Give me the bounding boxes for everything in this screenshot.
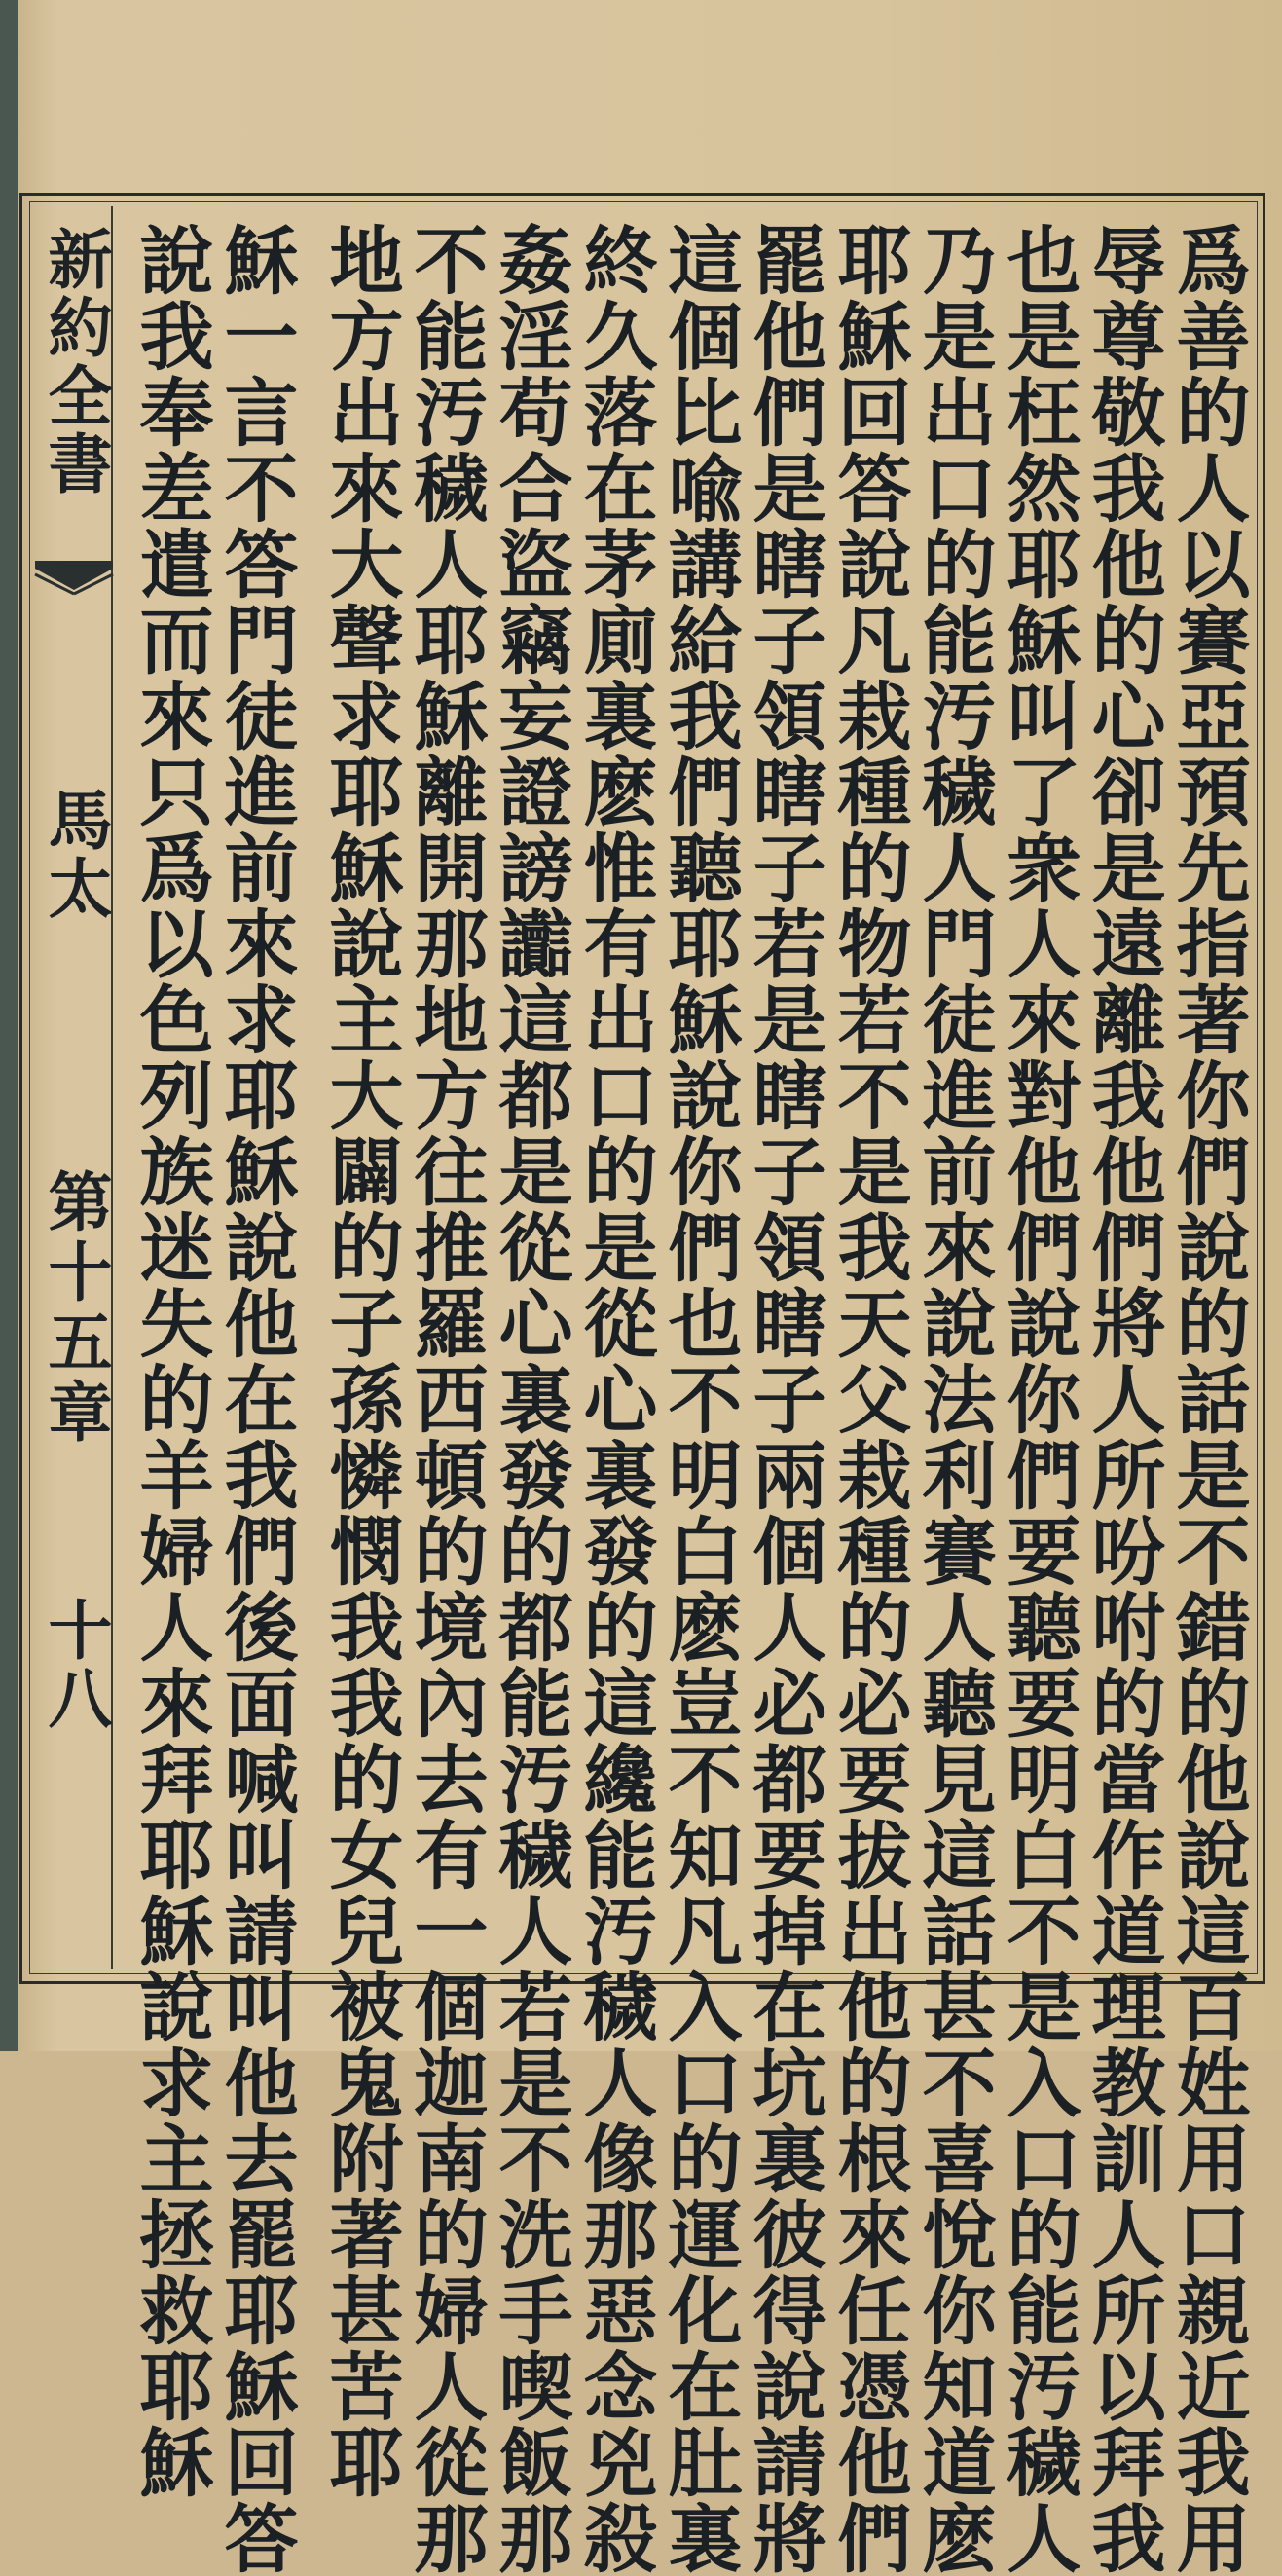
text-column-5: 耶穌回答說凡栽種的物若不是我天父栽種的必要拔出他的根來任憑他們	[825, 222, 912, 2576]
text-column-2: 辱尊敬我他的心卻是遠離我他們將人所吩咐的當作道理教訓人所以拜我	[1080, 222, 1166, 2576]
text-column-6: 罷他們是瞎子領瞎子若是瞎子領瞎子兩個人必都要掉在坑裏彼得說請將	[741, 222, 827, 2576]
text-column-10: 不能汚穢人耶穌離開那地方往推羅西頓的境內去有一個迦南的婦人從那	[402, 222, 489, 2576]
text-column-7: 這個比喩講給我們聽耶穌說你們也不明白麽豈不知凡入口的運化在肚裏	[656, 222, 743, 2576]
book-spine	[0, 0, 18, 2051]
text-column-13: 說我奉差遣而來只爲以色列族迷失的羊婦人來拜耶穌說求主拯救耶穌	[128, 222, 214, 2500]
margin-book-name: 馬太	[37, 787, 113, 923]
margin-page-number: 十八	[37, 1597, 113, 1733]
margin-title: 新約全書	[37, 226, 113, 498]
text-column-8: 終久落在茅廁裏麽惟有出口的是從心裏發的這纔能汚穢人像那惡念兇殺	[571, 222, 658, 2576]
text-column-3: 也是枉然耶穌叫了衆人來對他們說你們要聽要明白不是入口的能汚穢人	[995, 222, 1081, 2576]
text-column-11: 地方出來大聲求耶穌說主大闢的子孫憐憫我我的女兒被鬼附著甚苦耶	[317, 222, 404, 2500]
text-column-1: 爲善的人以賽亞預先指著你們說的話是不錯的他說這百姓用口親近我用	[1164, 222, 1251, 2576]
fishtail-mark	[35, 561, 113, 596]
text-column-4: 乃是出口的能汚穢人門徒進前來說法利賽人聽見這話甚不喜悅你知道麽	[910, 222, 997, 2576]
text-column-12: 穌一言不答門徒進前來求耶穌說他在我們後面喊叫請叫他去罷耶穌回答	[212, 222, 299, 2576]
text-column-9: 姦淫苟合盜竊妄證謗讟這都是從心裏發的都能汚穢人若是不洗手喫飯那	[487, 222, 573, 2576]
margin-chapter: 第十五章	[37, 1168, 113, 1449]
